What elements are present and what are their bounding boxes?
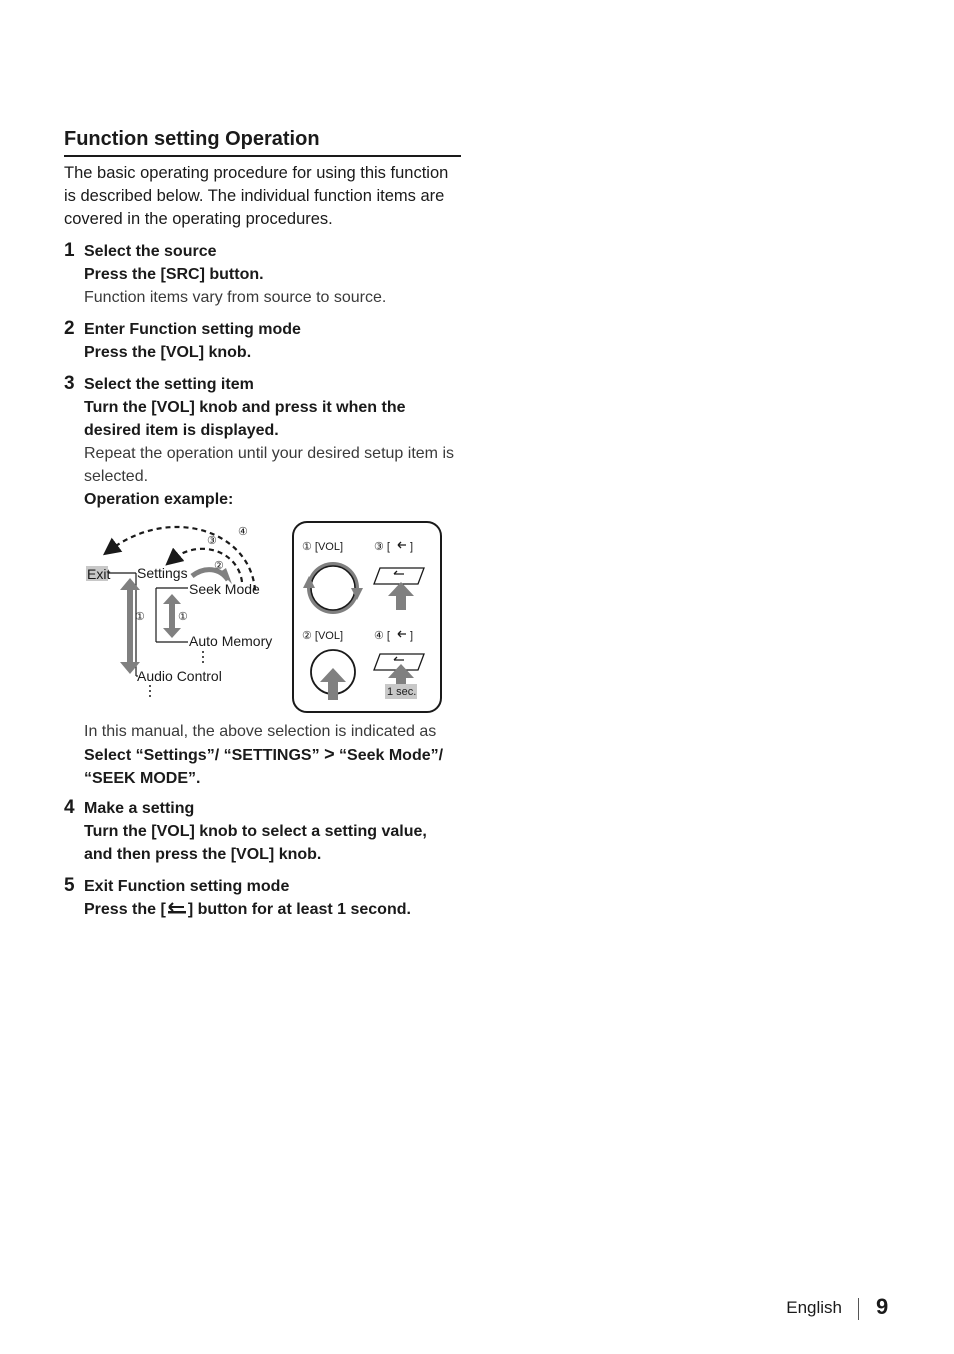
exit-label: Exit — [87, 566, 111, 582]
step-1-note: Function items vary from source to source. — [84, 289, 387, 306]
step-2 — [84, 318, 464, 364]
double-arrow-large — [120, 578, 140, 674]
step-4-action: Turn the [VOL] knob to select a setting value, and then press the [VOL] knob. — [84, 823, 427, 863]
step-1-heading: Select the source — [84, 243, 217, 260]
legend-back-4: ④ [ — [374, 630, 390, 642]
step-5-number: 5 — [64, 875, 75, 896]
selection-select-text: Select “Settings”/ “SETTINGS” — [84, 747, 320, 764]
step-4-number: 4 — [64, 797, 75, 818]
step-3-number: 3 — [64, 373, 75, 394]
seek-mode-label: Seek Mode — [189, 581, 260, 597]
footer-divider — [858, 1298, 859, 1320]
footer-language: English — [786, 1298, 842, 1317]
marker-1b: ① — [178, 611, 188, 623]
step-2-number: 2 — [64, 318, 75, 339]
back-icon — [166, 901, 188, 915]
marker-3: ③ — [207, 535, 217, 547]
legend-vol-1: ① [VOL] — [302, 541, 344, 553]
auto-memory-label: Auto Memory — [189, 633, 273, 649]
chevron-right-icon: > — [324, 744, 335, 764]
step-3-note: Repeat the operation until your desired setup item is selected. — [84, 445, 454, 485]
svg-text:]: ] — [410, 630, 414, 642]
step-1-action: Press the [SRC] button. — [84, 266, 264, 283]
step-2-action: Press the [VOL] knob. — [84, 344, 252, 361]
step-5 — [84, 875, 464, 921]
step-4-heading: Make a setting — [84, 800, 195, 817]
step-3-heading: Select the setting item — [84, 376, 254, 393]
step-3-action: Turn the [VOL] knob and press it when the desired item is displayed. — [84, 399, 406, 439]
step-3 — [84, 373, 459, 511]
marker-2: ② — [214, 560, 224, 572]
step-1-number: 1 — [64, 240, 75, 261]
svg-text:]: ] — [410, 541, 414, 553]
intro-text: The basic operating procedure for using this function is described below. The individual function items are covered in the operating procedures. — [64, 164, 449, 228]
operation-example-diagram — [80, 510, 450, 720]
step-1 — [84, 240, 464, 309]
legend-back-3: ③ [ — [374, 541, 390, 553]
page-number: 9 — [876, 1294, 889, 1319]
marker-4: ④ — [238, 526, 248, 538]
selection-path — [84, 743, 459, 790]
step-2-heading: Enter Function setting mode — [84, 321, 301, 338]
selection-description — [84, 720, 459, 790]
step-5-action: Press the [ ] button for at least 1 second. — [84, 901, 411, 918]
operation-diagram-svg — [80, 510, 450, 720]
operation-example-label: Operation example: — [84, 491, 234, 508]
marker-1a: ① — [135, 611, 145, 623]
audio-control-label: Audio Control — [137, 668, 222, 684]
one-sec-label: 1 sec. — [387, 686, 417, 698]
section-title: Function setting Operation — [64, 126, 461, 157]
selection-intro: In this manual, the above selection is indicated as — [84, 723, 437, 740]
step-5-heading: Exit Function setting mode — [84, 878, 290, 895]
selection-target-text: “Seek Mode”/ “SEEK MODE”. — [84, 747, 444, 787]
legend-vol-2: ② [VOL] — [302, 630, 344, 642]
settings-label: Settings — [137, 565, 188, 581]
step-4 — [84, 797, 459, 866]
